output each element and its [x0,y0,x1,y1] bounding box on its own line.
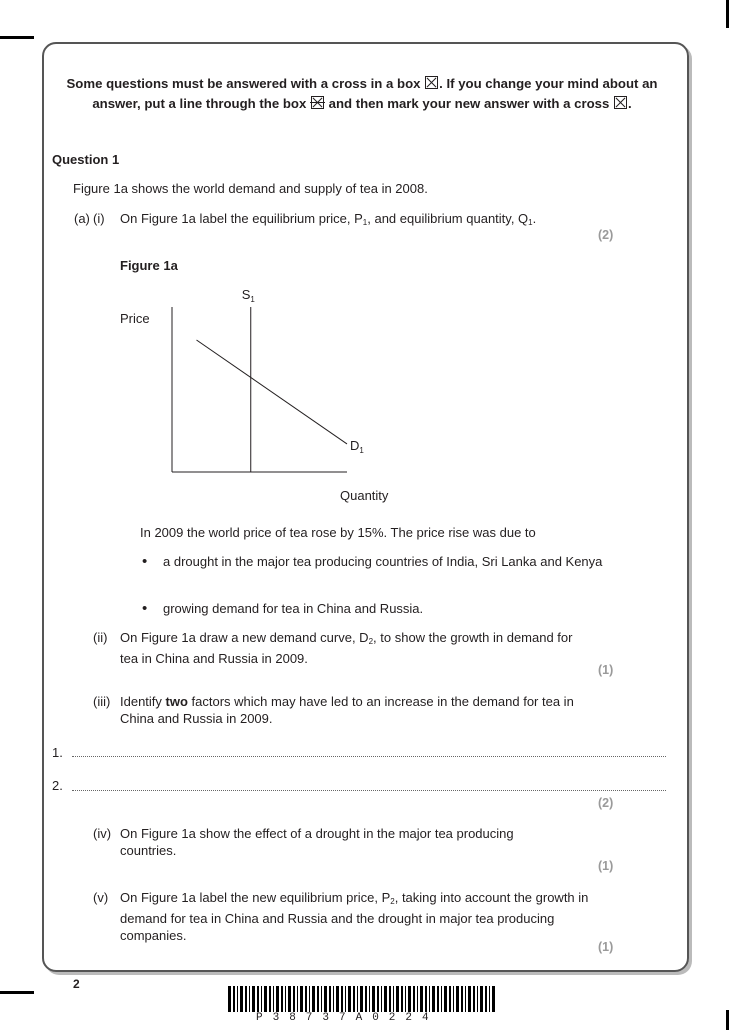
barcode-bar [401,986,403,1012]
supply-curve-label [242,287,256,304]
answer-line-2[interactable] [72,789,666,791]
barcode-bar [269,986,271,1012]
part-v-text-pre: On Figure 1a label the new equilibrium price, P [120,890,391,905]
part-ii-marks: (1) [598,663,614,677]
part-iii-bold-word: two [165,694,188,709]
barcode-bar [228,986,231,1012]
answer-2-label: 2. [52,778,63,793]
figure-1a-chart [110,280,410,505]
barcode-bar [341,986,343,1012]
part-i-text [120,210,536,231]
x-axis-label: Quantity [340,488,389,503]
figure-title: Figure 1a [120,258,178,273]
answer-1-label: 1. [52,745,63,760]
part-iv-label: (iv) [93,826,112,841]
part-ii-text-post: , to show the growth in demand for tea in China and Russia in 2009. [120,630,573,666]
barcode-bar [348,986,351,1012]
demand-curve-label [350,438,364,455]
barcode-bar [405,986,406,1012]
barcode-text: P38737A0224 [256,1012,439,1024]
barcode-bar [357,986,358,1012]
cross-box-icon [614,96,627,109]
barcode-bar [329,986,331,1012]
barcode-bar [369,986,370,1012]
barcode-bar [417,986,418,1012]
barcode-bar [261,986,262,1012]
barcode-bar [389,986,391,1012]
barcode-bar [293,986,295,1012]
bullet-icon: • [142,600,148,617]
part-ii-text [120,629,592,667]
part-i-marks: (2) [598,228,614,242]
barcode-bar [437,986,439,1012]
instructions-text-2: . If you change your mind about an [439,76,658,91]
part-v-marks: (1) [598,940,614,954]
barcode-bar [353,986,355,1012]
bullet-item-1: a drought in the major tea producing countries of India, Sri Lanka and Kenya [163,554,603,569]
part-iii-marks: (2) [598,796,614,810]
barcode-bar [485,986,487,1012]
barcode-bar [468,986,471,1012]
barcode-bar [384,986,387,1012]
part-iii-label: (iii) [93,694,111,709]
barcode-bar [489,986,490,1012]
lined-cross-box-icon [311,96,324,109]
barcode-bar [393,986,394,1012]
supply-label-subscript: 1 [250,295,255,304]
barcode-bar [233,986,235,1012]
barcode-bar [276,986,279,1012]
barcode-bar [273,986,274,1012]
instructions-text-5: . [627,96,632,111]
context-text: In 2009 the world price of tea rose by 15%. The price rise was due to [140,525,536,540]
registration-mark-top-left [0,36,34,39]
demand-curve-d1 [197,340,348,444]
part-v-label: (v) [93,890,109,905]
barcode-bar [473,986,475,1012]
part-i-text-pre: On Figure 1a label the equilibrium price, P [120,211,363,226]
instructions-text-1: Some questions must be answered with a cross in a box [66,76,421,91]
instructions-text-4: and then mark your new answer with a cross [328,96,610,111]
barcode-bar [377,986,379,1012]
bullet-item-2: growing demand for tea in China and Russia. [163,601,424,616]
barcode-bar [429,986,430,1012]
barcode-bar [365,986,367,1012]
barcode-bar [480,986,483,1012]
barcode-bar [305,986,307,1012]
barcode-bar [333,986,334,1012]
barcode-bar [317,986,319,1012]
barcode-bar [257,986,259,1012]
part-i-text-mid: , and equilibrium quantity, Q [367,211,529,226]
barcode-bar [453,986,454,1012]
barcode-bar [285,986,286,1012]
part-ii-label: (ii) [93,630,108,645]
demand-label-name: D [350,437,360,453]
barcode-bar [420,986,423,1012]
part-iii-text-pre: Identify [120,694,166,709]
barcode-bar [396,986,399,1012]
barcode-bar [456,986,459,1012]
barcode-bar [413,986,415,1012]
barcode-bar [321,986,322,1012]
barcode-bar [360,986,363,1012]
barcode-bar [441,986,442,1012]
barcode-bar [252,986,255,1012]
barcode-bar [245,986,247,1012]
part-iii-text-post: factors which may have led to an increase in the demand for tea in China and Russia in 2009. [120,694,574,726]
registration-mark-bottom-left [0,991,34,994]
barcode-bar [381,986,382,1012]
y-axis-label: Price [120,311,150,326]
d-subscript: 2 [368,637,374,646]
barcode-bar [309,986,310,1012]
barcode-bar [324,986,327,1012]
supply-label-name: S [241,287,251,302]
barcode-bar [492,986,495,1012]
barcode-bar [477,986,478,1012]
barcode-bar [300,986,303,1012]
barcode-bar [345,986,346,1012]
barcode-bar [237,986,238,1012]
part-i-text-post: . [532,211,537,226]
barcode-bar [444,986,447,1012]
answer-line-1[interactable] [72,755,666,757]
part-iii-text [120,693,600,727]
barcode-bar [336,986,339,1012]
part-v-text-post: , taking into account the growth in demand for tea in China and Russia and the drought in major tea producing companies. [120,890,589,943]
barcode-bar [264,986,267,1012]
p2-subscript: 2 [390,897,395,906]
p-subscript: 1 [362,218,368,227]
barcode [228,986,496,1012]
question-intro: Figure 1a shows the world demand and supply of tea in 2008. [73,181,428,196]
barcode-bar [281,986,283,1012]
barcode-bar [425,986,427,1012]
instructions-text-3: answer, put a line through the box [92,96,307,111]
barcode-bar [312,986,315,1012]
part-a-label: (a) [74,211,90,226]
bullet-icon: • [142,553,148,570]
barcode-bar [449,986,451,1012]
page-number: 2 [73,977,80,991]
barcode-bar [408,986,411,1012]
demand-label-subscript: 1 [359,445,364,455]
barcode-bar [240,986,243,1012]
barcode-bar [432,986,435,1012]
barcode-bar [288,986,291,1012]
cross-box-icon [425,76,438,89]
instructions [52,74,672,114]
barcode-bar [461,986,463,1012]
question-title: Question 1 [52,152,120,167]
part-i-label: (i) [93,211,105,226]
part-v-text [120,889,592,944]
barcode-bar [465,986,466,1012]
part-iv-text: On Figure 1a show the effect of a drought in the major tea producing countries. [120,826,514,858]
part-iv-marks: (1) [598,859,614,873]
barcode-bar [372,986,375,1012]
part-ii-text-pre: On Figure 1a draw a new demand curve, D [120,630,369,645]
barcode-bar [249,986,250,1012]
q-subscript: 1 [528,218,533,227]
barcode-bar [297,986,298,1012]
